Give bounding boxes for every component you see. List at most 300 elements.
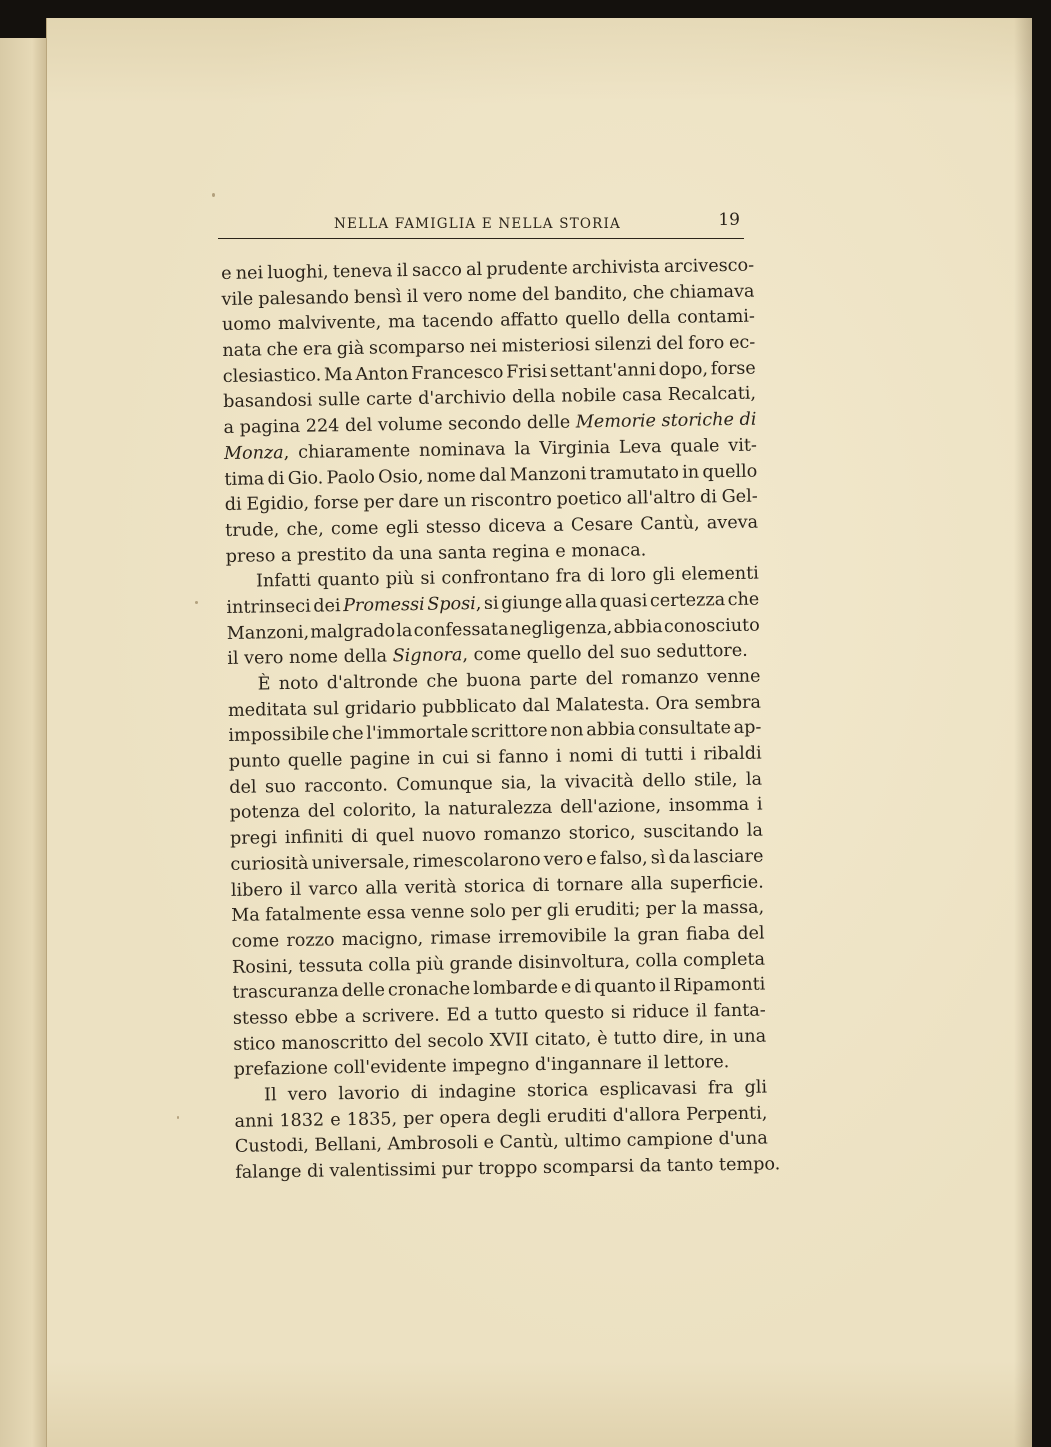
word: campione (626, 1129, 714, 1152)
punctuation: , (475, 593, 482, 614)
word: volume (377, 414, 443, 436)
word: silenzi (594, 334, 652, 356)
word: completa (682, 949, 766, 971)
word: gridario (344, 697, 417, 719)
word: degli (496, 1106, 542, 1128)
word: di (350, 826, 369, 848)
paper-spot (195, 601, 198, 604)
word: un (443, 491, 467, 512)
word: alla (365, 877, 398, 899)
word: quanto (317, 569, 380, 591)
word: ribaldi (703, 743, 762, 765)
word: Custodi, (234, 1136, 310, 1158)
word: nomi (568, 745, 614, 767)
page-number: 19 (718, 210, 740, 230)
word: stesso (232, 1007, 289, 1029)
word: gli (546, 900, 570, 922)
word: malgrado (310, 620, 396, 643)
word (427, 592, 482, 619)
word: i (756, 794, 763, 816)
word: pagina (239, 416, 301, 438)
word: rimescolarono (412, 849, 541, 872)
word: quel (375, 826, 415, 847)
facing-page-edge (0, 38, 48, 1447)
word: venne (706, 666, 761, 688)
word: prudente (486, 258, 568, 280)
word: egli (385, 517, 419, 539)
line-text: , come quello del suo seduttore. (462, 641, 748, 666)
word: del (344, 415, 373, 437)
word: opera (439, 1107, 491, 1129)
word: indagine (438, 1081, 517, 1103)
word: del (585, 668, 614, 690)
word: Ambrosoli (387, 1133, 479, 1155)
word: pregi (229, 828, 278, 850)
word: arcivesco- (663, 255, 755, 278)
word: tacendo (422, 311, 494, 333)
word: parte (529, 669, 578, 691)
word: stesso (425, 516, 482, 538)
word: stico (233, 1033, 276, 1055)
word: di (699, 487, 718, 508)
word: anni (234, 1110, 274, 1132)
word: di (620, 745, 638, 766)
word: tima (224, 468, 265, 490)
word: suscitando (643, 821, 740, 843)
line-text: il vero nome della (227, 646, 393, 670)
word: sacco (411, 260, 463, 281)
word: del (307, 801, 336, 823)
word: a (477, 1004, 489, 1026)
word (224, 441, 290, 468)
word: aveva (706, 512, 759, 534)
word: ap- (733, 717, 762, 739)
word: diceva (488, 515, 547, 537)
word: gran (637, 924, 680, 946)
word: sì (650, 847, 666, 869)
word: del (737, 923, 765, 944)
word: potenza (229, 802, 301, 824)
running-title: NELLA FAMIGLIA E NELLA STORIA (334, 216, 622, 232)
word: per (645, 899, 677, 920)
word: che (331, 724, 364, 745)
word: pubblicato (422, 696, 517, 718)
word: Malatesta. (555, 694, 650, 716)
word: fatalmente (265, 904, 362, 926)
word: la (745, 769, 763, 790)
word: fanta- (713, 1000, 766, 1022)
word: è (596, 1028, 608, 1049)
word: vero (543, 849, 584, 870)
word: contami- (677, 306, 756, 329)
word: Cantù, (499, 1132, 559, 1154)
word: il (406, 286, 419, 307)
word: riduce (632, 1001, 690, 1023)
word: verità (404, 876, 457, 898)
word: quale (670, 436, 720, 457)
word: consultate (637, 718, 732, 740)
italic-title: Signora (392, 645, 463, 667)
word: Francesco (411, 362, 504, 384)
word: Perpenti, (686, 1103, 768, 1125)
word: che, (286, 519, 324, 540)
word: il (659, 976, 671, 997)
word: abbia (613, 616, 663, 638)
word: quello (565, 309, 621, 330)
word: uomo (221, 314, 272, 336)
word: certezza (649, 590, 726, 612)
word: dal (522, 695, 550, 717)
word: quelle (287, 750, 343, 772)
word: di (532, 875, 550, 896)
word: come (330, 518, 379, 540)
word: fiaba (685, 923, 731, 945)
word: impossibile (228, 724, 330, 747)
word: che (426, 671, 459, 692)
word: in (681, 462, 700, 483)
word: nobile (561, 386, 617, 408)
word: Rosini, (231, 956, 294, 978)
word: nome (426, 465, 476, 487)
word: romanzo (483, 823, 562, 846)
word: della (626, 308, 671, 330)
word: misteriosi (501, 335, 590, 357)
word: la (681, 898, 698, 920)
word: l'immortale (366, 722, 469, 745)
word: fra (707, 1078, 734, 1099)
word: scrivere. (361, 1005, 440, 1027)
word: Infatti (255, 570, 312, 592)
word: di (587, 566, 605, 587)
word: forse (710, 358, 756, 380)
word: del (656, 333, 684, 355)
word: Ma (323, 364, 353, 386)
word: disinvoltura, (517, 951, 631, 973)
word: fanno (498, 746, 549, 768)
italic-title: Monza (223, 442, 284, 464)
word: falso, (599, 848, 648, 869)
word: nome (467, 285, 517, 306)
word: come (231, 931, 280, 952)
word: abbia (586, 719, 636, 741)
word: Leva (618, 436, 662, 458)
word: secolo (427, 1030, 484, 1052)
word: delle (526, 412, 571, 434)
word: d'archivio (418, 387, 507, 410)
word: si (610, 1002, 626, 1023)
word: al (465, 259, 483, 281)
word: elementi (681, 563, 760, 586)
word: tutto (613, 1027, 657, 1049)
word: storica (463, 875, 526, 897)
word: di (224, 494, 242, 516)
word: bandito, (554, 283, 628, 305)
word: cui (441, 748, 469, 769)
word: tutti (644, 744, 684, 766)
word: vile (221, 289, 254, 310)
word: rozzo (286, 930, 335, 951)
word: sia, (500, 772, 532, 794)
word: ultimo (564, 1131, 622, 1153)
word: delle (341, 980, 386, 1002)
word: grande (449, 953, 513, 975)
word: giunge (500, 592, 563, 614)
word: in (709, 1026, 728, 1048)
word: citato, (534, 1028, 592, 1050)
word: tutto (494, 1004, 538, 1025)
word: era (302, 339, 333, 360)
word: pagine (349, 749, 411, 771)
word: e (483, 1133, 495, 1154)
word: negligenza, (509, 617, 613, 640)
word: universale, (311, 851, 410, 874)
word: la (613, 925, 631, 946)
word: di (739, 409, 757, 430)
word: dire, (662, 1027, 705, 1048)
word: storiche (661, 410, 735, 432)
word: Comunque (396, 773, 493, 796)
word: punto (228, 751, 281, 772)
word: d'allora (612, 1104, 681, 1126)
word: sembra (694, 692, 762, 714)
word: quasi (599, 591, 648, 613)
word: della (511, 387, 556, 408)
word: dal (478, 465, 507, 486)
word: il (289, 879, 302, 900)
word: i (555, 746, 562, 767)
word: e (221, 263, 232, 284)
word: Ripamonti (673, 974, 766, 997)
word: superficie. (669, 872, 764, 894)
word: vit- (728, 435, 758, 456)
word: riscontro (470, 490, 552, 512)
word: chiaramente (297, 440, 411, 463)
word: il (396, 261, 409, 282)
word: vero (423, 285, 463, 307)
paper-spot (212, 193, 215, 197)
word: esplicavasi (599, 1078, 697, 1101)
word: si (476, 747, 492, 769)
word: lasciare (693, 846, 764, 868)
word: si (483, 593, 499, 614)
word: che (727, 589, 760, 611)
word: trascuranza (232, 981, 339, 1004)
word: la (746, 820, 764, 841)
line-text: preso a prestito da una santa regina e monaca. (225, 539, 647, 567)
line-text: falange di valentissimi pur troppo scomparsi da tanto tempo. (235, 1154, 781, 1183)
word: dopo, (658, 359, 709, 380)
word: di (574, 977, 592, 998)
word: solo (469, 901, 506, 923)
word: in (417, 748, 435, 770)
word: la (396, 620, 413, 641)
word: irremovibile (498, 925, 608, 948)
word: d'altronde (326, 671, 419, 694)
word: ec- (728, 332, 756, 354)
word: scrittore (470, 721, 548, 743)
word: una (732, 1026, 767, 1047)
word: Manzoni, (226, 622, 310, 644)
word: che (632, 282, 665, 304)
word: lombarde (473, 978, 559, 1000)
word: questo (544, 1003, 605, 1024)
word: dello (642, 770, 686, 792)
word: romanzo (621, 667, 699, 689)
word: archivista (571, 257, 660, 279)
word: trude, (225, 519, 280, 541)
word: racconto. (304, 775, 388, 797)
word: alla (564, 592, 598, 613)
italic-title: Promessi (342, 594, 425, 617)
word: all'altro (626, 487, 696, 509)
word: 224 (305, 416, 340, 437)
word: Gio. (287, 467, 324, 489)
word: Osio, (378, 466, 424, 488)
word: quello (702, 461, 758, 482)
word: insomma (668, 795, 750, 817)
word: eruditi (546, 1105, 607, 1127)
paper-spot (177, 1116, 179, 1119)
word: È (257, 674, 271, 695)
word: di (267, 468, 285, 489)
word: infiniti (284, 827, 344, 849)
word: suo (264, 776, 297, 798)
word: tornare (556, 874, 624, 896)
word: rimase (430, 927, 492, 949)
word: poetico (556, 488, 623, 510)
word: per (363, 492, 394, 513)
word: storico, (568, 822, 636, 844)
word: Ed (446, 1005, 471, 1026)
word: dell'azione, (559, 796, 662, 819)
word: Il (263, 1085, 277, 1106)
word: vero (287, 1084, 328, 1106)
word: 1835, (346, 1109, 398, 1130)
word: Manzoni (509, 463, 587, 485)
word: luoghi, (267, 262, 329, 284)
word: malvivente, (277, 312, 382, 335)
word: casa (621, 385, 663, 407)
word: naturalezza (448, 798, 553, 820)
word: buona (466, 670, 522, 692)
word: e (586, 848, 597, 870)
word: settant'anni (549, 359, 657, 382)
word: gli (652, 565, 676, 586)
word: nuovo (421, 825, 477, 847)
word: colla (635, 950, 678, 972)
word: da (668, 847, 691, 868)
word: la (424, 800, 441, 821)
word: venne (410, 902, 465, 924)
word: Memorie (575, 411, 657, 433)
word: di (410, 1082, 428, 1104)
word: Recalcati, (667, 384, 757, 406)
word: del (394, 1031, 422, 1052)
word: palesando (258, 287, 349, 310)
word: nominava (418, 439, 506, 461)
word: XVII (489, 1029, 529, 1051)
word: non (550, 720, 584, 742)
word: la (540, 772, 557, 793)
word: macigno, (341, 928, 424, 951)
word: ma (387, 312, 416, 333)
word: Egidio, (246, 493, 310, 515)
word: fra (555, 566, 582, 588)
word: confessata (413, 619, 509, 641)
word: gli (744, 1077, 768, 1098)
word: storica (527, 1080, 589, 1102)
word: secondo (448, 413, 522, 435)
word: Gel- (721, 486, 758, 508)
word: i (690, 744, 697, 765)
word: si (420, 568, 436, 590)
word: massa, (702, 897, 765, 919)
word: bensì (353, 286, 402, 308)
word: basandosi (223, 391, 313, 413)
word: quanto (593, 976, 657, 998)
word: a (344, 1006, 356, 1028)
word: forse (313, 493, 360, 514)
word: più (385, 569, 415, 590)
word: dei (313, 596, 341, 617)
word: Cesare (570, 514, 634, 536)
word: e (330, 1109, 341, 1131)
word: nata (222, 340, 262, 362)
word: il (695, 1001, 708, 1022)
word: già (336, 338, 365, 360)
word: meditata (227, 699, 308, 721)
word: alla (630, 873, 663, 895)
word: ebbe (294, 1007, 339, 1028)
word: la (514, 438, 531, 460)
word: loro (610, 565, 647, 587)
word: clesiastico. (222, 365, 322, 387)
italic-title: Sposi (427, 593, 476, 615)
word: conosciuto (663, 615, 760, 637)
word: chiamava (669, 281, 755, 303)
word: del (521, 284, 550, 305)
word: più (415, 954, 445, 975)
word: sul (312, 698, 340, 720)
word: nei (235, 263, 264, 284)
word: dare (398, 491, 440, 513)
word: cronache (387, 979, 471, 1001)
word: curiosità (230, 853, 309, 875)
body-text (221, 254, 781, 1187)
word: Virginia (539, 437, 611, 459)
word: manoscritto (281, 1032, 389, 1054)
word: scomparso (368, 337, 466, 359)
word: a (552, 515, 564, 536)
word: sulle (318, 390, 361, 411)
word: carte (365, 389, 413, 411)
word: lavorio (338, 1083, 400, 1105)
line-text: prefazione coll'evidente impegno d'ingannare il lettore. (233, 1052, 730, 1081)
word: essa (366, 903, 406, 924)
word: varco (308, 878, 359, 900)
word: nei (469, 336, 498, 358)
word: colorito, (342, 800, 417, 822)
word: Ma (231, 905, 260, 927)
word: per (403, 1108, 434, 1129)
word: del (229, 777, 257, 798)
word: colla (368, 954, 411, 976)
word: affatto (499, 310, 559, 331)
word: e (560, 977, 572, 998)
running-head (218, 208, 744, 239)
word: Paolo (326, 467, 376, 488)
punctuation: , (283, 442, 290, 463)
